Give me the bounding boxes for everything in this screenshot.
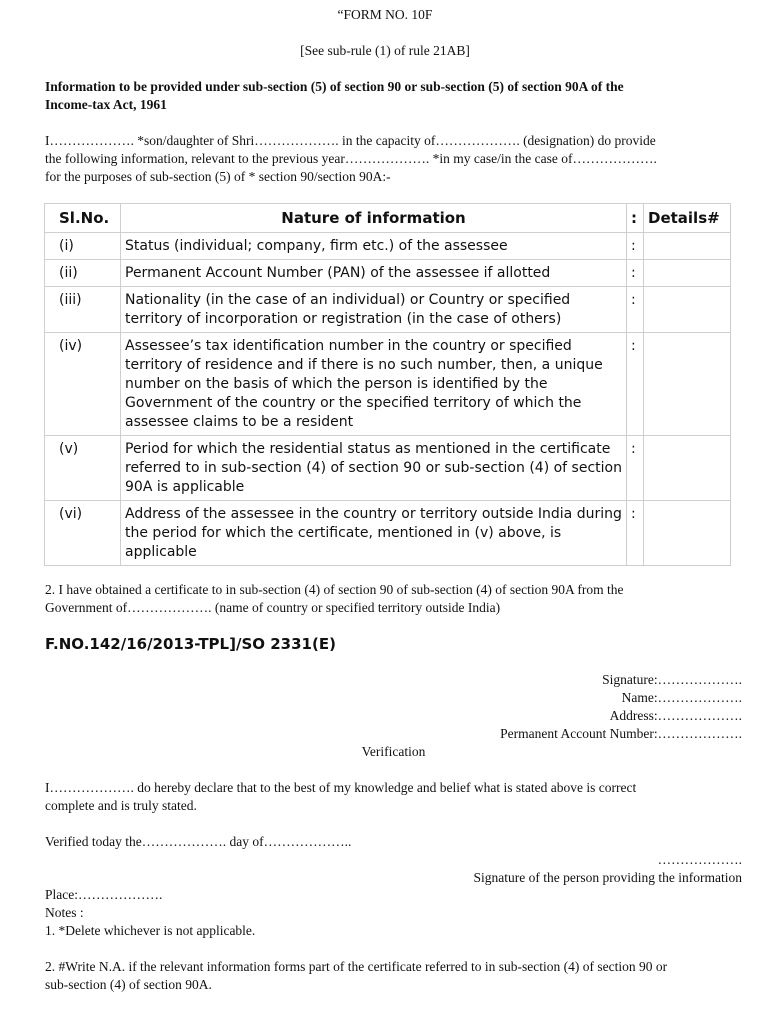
note-2-line2: sub-section (4) of section 90A. <box>45 977 212 992</box>
row-number: (ii) <box>45 260 121 287</box>
row-nature: Permanent Account Number (PAN) of the assessee if allotted <box>121 260 627 287</box>
row-colon: : <box>627 287 644 333</box>
header-slno: Sl.No. <box>45 204 121 233</box>
row-details-field[interactable] <box>644 233 731 260</box>
intro-line3: for the purposes of sub-section (5) of * section 90/section 90A:- <box>45 169 391 184</box>
place-line: Place:………………. <box>45 887 163 902</box>
table-row <box>45 333 731 436</box>
row-number: (iii) <box>45 287 121 333</box>
notes-label: Notes : <box>45 905 84 920</box>
row-colon: : <box>627 260 644 287</box>
row-colon: : <box>627 436 644 501</box>
row-details-field[interactable] <box>644 436 731 501</box>
row-colon: : <box>627 501 644 566</box>
certificate-line2: Government of………………. (name of country or specified territory outside India) <box>45 600 501 615</box>
row-number: (iv) <box>45 333 121 436</box>
note-2-line1: 2. #Write N.A. if the relevant information forms part of the certificate referred to in sub-section (4) of section 90 or <box>45 959 668 974</box>
name-line: Name:………………. <box>621 690 742 705</box>
table-row <box>45 260 731 287</box>
intro-line2: the following information, relevant to the previous year………………. *in my case/in the case of………………. <box>45 151 657 166</box>
row-nature: Nationality (in the case of an individual) or Country or specified territory of incorporation or registration (in the case of others) <box>121 287 627 333</box>
declaration-line2: complete and is truly stated. <box>45 798 197 813</box>
row-nature: Address of the assessee in the country or territory outside India during the period for which the certificate, mentioned in (v) above, is applicable <box>121 501 627 566</box>
row-nature: Assessee’s tax identification number in the country or specified territory of residence and if there is no such number, then, a unique number on the basis of which the person is identified by the Government of the country or the specified territory of which the assessee claims to be a resident <box>121 333 627 436</box>
row-details-field[interactable] <box>644 501 731 566</box>
pan-line: Permanent Account Number:………………. <box>500 726 742 741</box>
info-title-line2: Income-tax Act, 1961 <box>45 97 167 112</box>
row-colon: : <box>627 233 644 260</box>
row-details-field[interactable] <box>644 260 731 287</box>
intro-line1: I………………. *son/daughter of Shri………………. in the capacity of………………. (designation) do provide <box>45 133 656 148</box>
form-number: “FORM NO. 10F <box>337 7 433 22</box>
sub-rule-reference: [See sub-rule (1) of rule 21AB] <box>300 43 470 58</box>
information-table <box>44 203 731 566</box>
row-nature: Status (individual; company, firm etc.) of the assessee <box>121 233 627 260</box>
verified-today-line: Verified today the………………. day of……………….. <box>45 834 352 849</box>
header-nature: Nature of information <box>121 204 627 233</box>
info-title-line1: Information to be provided under sub-section (5) of section 90 or sub-section (5) of section 90A of the <box>45 79 624 94</box>
signature-line: Signature:………………. <box>602 672 742 687</box>
signature-caption: Signature of the person providing the information <box>473 870 742 885</box>
table-row <box>45 436 731 501</box>
verification-title: Verification <box>361 744 426 759</box>
row-details-field[interactable] <box>644 287 731 333</box>
row-number: (vi) <box>45 501 121 566</box>
row-details-field[interactable] <box>644 333 731 436</box>
table-row <box>45 501 731 566</box>
row-number: (i) <box>45 233 121 260</box>
declaration-line1: I………………. do hereby declare that to the best of my knowledge and belief what is stated above is correct <box>45 780 637 795</box>
row-number: (v) <box>45 436 121 501</box>
table-row <box>45 287 731 333</box>
note-1: 1. *Delete whichever is not applicable. <box>45 923 256 938</box>
table-header-row <box>45 204 731 233</box>
signature-dots: ………………. <box>657 852 742 867</box>
header-details: Details# <box>644 204 731 233</box>
row-colon: : <box>627 333 644 436</box>
header-colon: : <box>627 204 644 233</box>
row-nature: Period for which the residential status as mentioned in the certificate referred to in sub-section (4) of section 90 or sub-section (4) of section 90A is applicable <box>121 436 627 501</box>
file-number: F.NO.142/16/2013-TPL]/SO 2331(E) <box>45 635 336 653</box>
table-row <box>45 233 731 260</box>
certificate-line1: 2. I have obtained a certificate to in sub-section (4) of section 90 of sub-section (4) of section 90A from the <box>45 582 624 597</box>
address-line: Address:………………. <box>609 708 742 723</box>
